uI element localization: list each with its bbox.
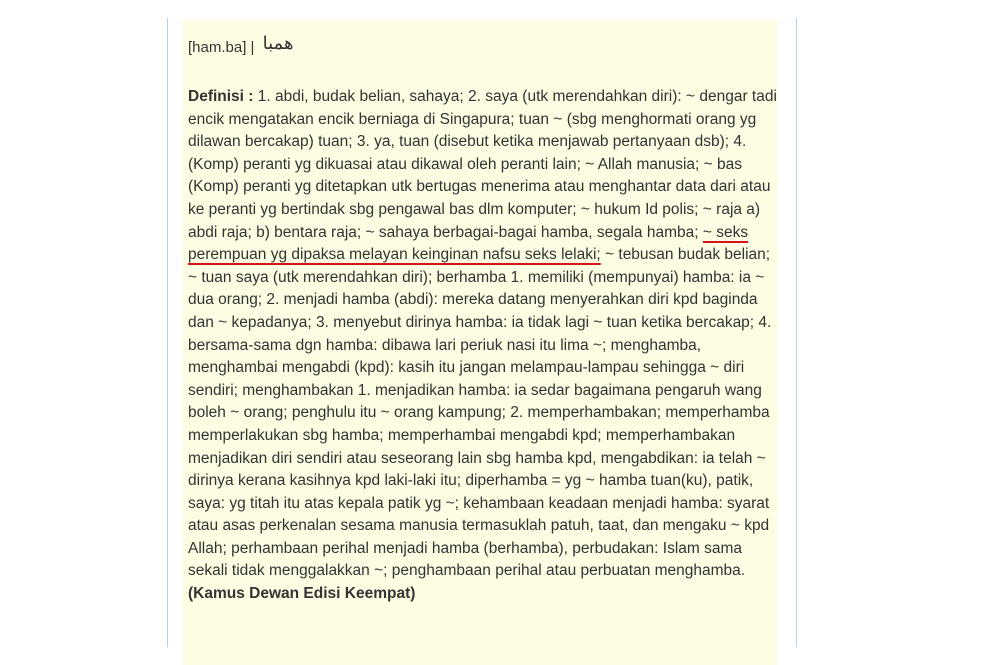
jawi-script: همبا: [262, 33, 294, 54]
definition-body-before: 1. abdi, budak belian, sahaya; 2. saya (utk merendahkan diri): ~ dengar tadi encik mengatakan encik berniaga di Singapura; tuan ~ (sbg menghormati orang yg dilawan bercakap) tuan; 3. ya, tuan (disebut ketika menjawab pertanyaan dsb); 4. (Komp) peranti yg dikuasai atau dikawal oleh peranti lain; ~ Allah manusia; ~ bas (Komp) peranti yg ditetapkan utk bertugas menerima atau menghantar data dari atau ke peranti yg bertindak sbg pengawal bas dlm komputer; ~ hukum Id polis; ~ raja a) abdi raja; b) bentara raja; ~ sahaya berbagai-bagai hamba, segala hamba;: [188, 88, 777, 241]
definition-label: Definisi :: [188, 88, 254, 105]
definition-text: [188, 86, 778, 606]
definition-body-after: ~ tebusan budak belian; ~ tuan saya (utk merendahkan diri); berhamba 1. memiliki (mempunyai) hamba: ia ~ dua orang; 2. menjadi hamba (abdi): mereka datang menyerahkan diri kpd baginda dan ~ kepadanya; 3. menyebut dirinya hamba: ia tidak lagi ~ tuan ketika bercakap; 4. bersama-sama dgn hamba: dibawa lari periuk nasi itu lima ~; menghamba, menghambai mengabdi (kpd): kasih itu jangan melampau-lampau sehingga ~ diri sendiri; menghambakan 1. menjadikan hamba: ia sedar bagaimana pengaruh wang boleh ~ orang; penghulu itu ~ orang kampung; 2. memperhambakan; memperhamba memperlakukan sbg hamba; memperhambai mengabdi kpd; memperhambakan menjadikan diri sendiri atau seseorang lain sbg hamba kpd, mengabdikan: ia telah ~ dirinya kerana kasihnya kpd laki-laki itu; diperhamba = yg ~ hamba tuan(ku), patik, saya: yg titah itu atas kepala patik yg ~; kehambaan keadaan menjadi hamba: syarat atau asas perkenalan sesama manusia termasuklah patuh, taat, dan mengaku ~ kpd Allah; perhambaan perihal menjadi hamba (berhamba), perbudakan: Islam sama sekali tidak menggalakkan ~; penghambaan perihal atau perbuatan menghamba.: [188, 246, 772, 580]
highlighted-definition: ~ seks perempuan yg dipaksa melayan keinginan nafsu seks lelaki;: [188, 223, 749, 264]
definition-panel: [182, 20, 778, 665]
right-divider: [796, 18, 797, 647]
left-divider: [167, 18, 168, 647]
source-citation: (Kamus Dewan Edisi Keempat): [188, 585, 416, 603]
entry-header: [188, 33, 294, 57]
separator: |: [250, 39, 255, 56]
pronunciation: [ham.ba]: [188, 39, 247, 56]
